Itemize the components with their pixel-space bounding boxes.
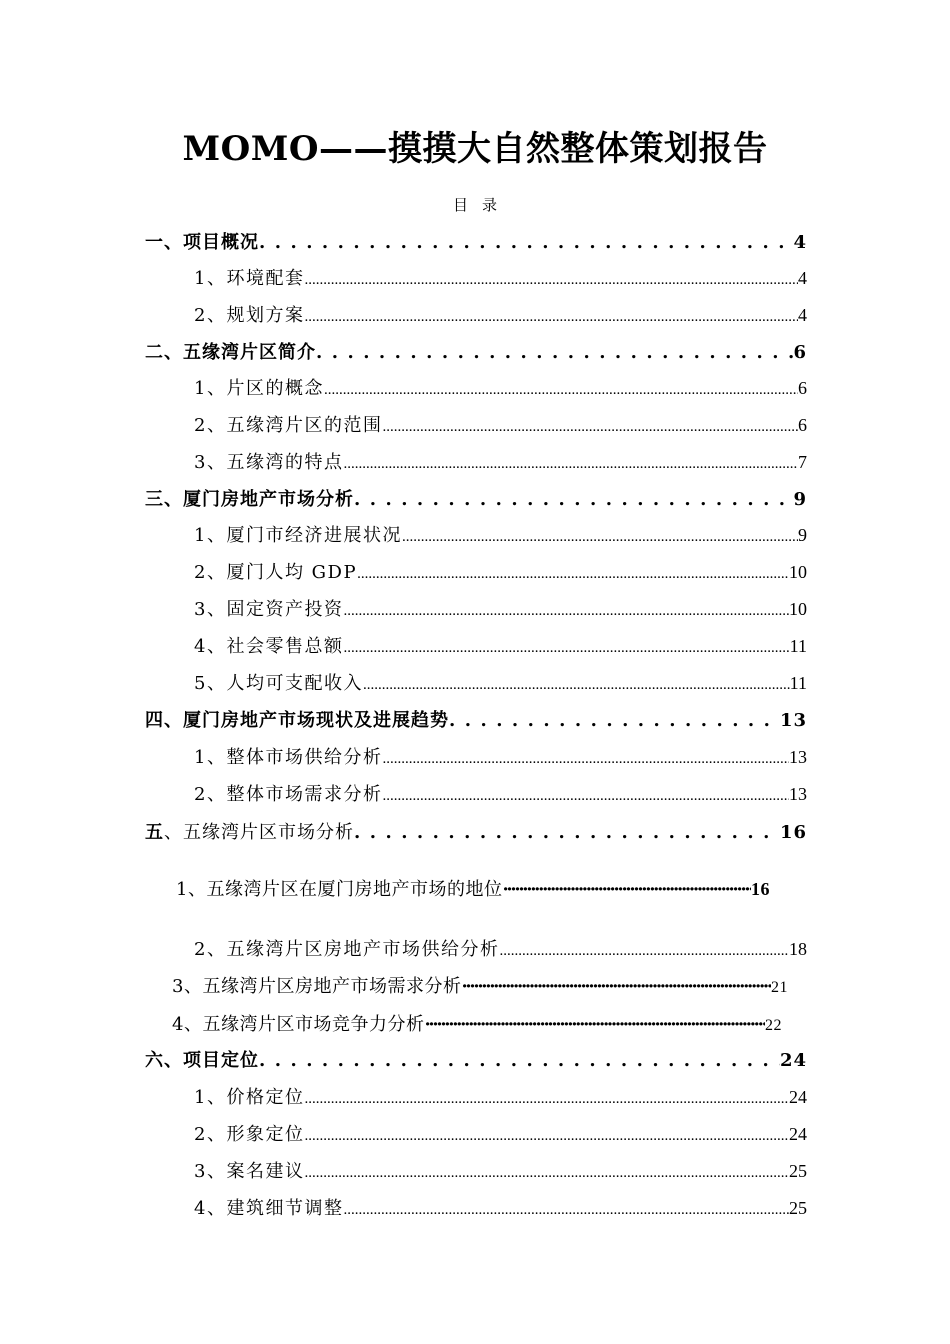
toc-leader	[304, 1124, 789, 1145]
toc-entry-6-1[interactable]	[194, 1083, 807, 1109]
toc-leader	[402, 525, 798, 546]
toc-page: 22	[765, 1017, 782, 1034]
toc-entry-1-2[interactable]	[194, 301, 807, 327]
toc-page: 24	[789, 1124, 807, 1144]
toc-leader	[354, 822, 780, 843]
toc-page: 11	[789, 636, 807, 656]
toc-label: 1、价格定位	[194, 1087, 305, 1108]
toc-leader	[316, 342, 793, 363]
toc-entry-3-1[interactable]	[194, 521, 807, 547]
toc-page: 6	[793, 342, 807, 363]
toc-section-4[interactable]	[145, 706, 807, 732]
toc-label: 5、人均可支配收入	[194, 673, 363, 694]
toc-label: 1、厦门市经济进展状况	[194, 525, 402, 546]
toc-page: 6	[798, 415, 807, 435]
toc-entry-5-2[interactable]	[194, 935, 807, 961]
toc-label: 3、五缘湾的特点	[194, 452, 344, 473]
toc-leader	[304, 1161, 789, 1182]
toc-label: 二、五缘湾片区简介	[145, 342, 316, 363]
toc-label: 四、厦门房地产市场现状及进展趋势	[145, 710, 449, 731]
toc-section-3[interactable]	[145, 485, 807, 511]
toc-entry-5-4[interactable]	[172, 1010, 782, 1036]
toc-leader	[499, 939, 789, 960]
toc-leader	[354, 489, 793, 510]
toc-leader	[324, 378, 798, 399]
toc-leader	[343, 636, 789, 657]
toc-leader	[461, 976, 771, 997]
toc-page: 24	[789, 1087, 807, 1107]
toc-label: 六、项目定位	[145, 1050, 259, 1071]
toc-label: 4、社会零售总额	[194, 636, 344, 657]
toc-leader	[259, 232, 793, 253]
toc-leader	[259, 1050, 780, 1071]
toc-label: 3、案名建议	[194, 1161, 305, 1182]
toc-leader	[382, 784, 789, 805]
toc-label: 1、五缘湾片区在厦门房地产市场的地位	[176, 879, 503, 900]
toc-leader	[424, 1014, 765, 1035]
toc-section-1[interactable]	[145, 228, 807, 254]
toc-leader	[382, 415, 798, 436]
toc-label: 4、五缘湾片区市场竞争力分析	[172, 1014, 425, 1035]
toc-label: 2、整体市场需求分析	[194, 784, 383, 805]
toc-entry-4-1[interactable]	[194, 743, 807, 769]
toc-entry-6-2[interactable]	[194, 1120, 807, 1146]
toc-label: 3、五缘湾片区房地产市场需求分析	[172, 976, 462, 997]
toc-label: 3、固定资产投资	[194, 599, 344, 620]
toc-leader	[343, 1198, 789, 1219]
toc-page: 9	[798, 525, 807, 545]
toc-entry-4-2[interactable]	[194, 780, 807, 806]
toc-label: 1、环境配套	[194, 268, 305, 289]
toc-leader	[502, 879, 751, 900]
toc-label: 2、五缘湾片区房地产市场供给分析	[194, 939, 500, 960]
document-title: MOMO——摸摸大自然整体策划报告	[182, 129, 768, 169]
toc-label: 一、项目概况	[145, 232, 259, 253]
toc-label: 2、五缘湾片区的范围	[194, 415, 383, 436]
toc-page: 4	[798, 268, 807, 288]
toc-leader	[304, 305, 798, 326]
toc-label: 1、整体市场供给分析	[194, 747, 383, 768]
toc-page: 7	[798, 452, 807, 472]
toc-page: 25	[789, 1198, 807, 1218]
toc-entry-3-3[interactable]	[194, 595, 807, 621]
toc-leader	[304, 268, 798, 289]
toc-leader	[343, 599, 789, 620]
toc-label	[145, 818, 354, 844]
toc-entry-3-4[interactable]	[194, 632, 807, 658]
toc-label-text: 、五缘湾片区市场分析	[164, 822, 354, 843]
toc-page: 9	[793, 489, 807, 510]
toc-section-2[interactable]	[145, 338, 807, 364]
toc-page: 4	[798, 305, 807, 325]
toc-page: 11	[789, 673, 807, 693]
toc-page: 21	[771, 979, 788, 996]
toc-page: 18	[789, 939, 807, 959]
toc-entry-6-3[interactable]	[194, 1157, 807, 1183]
toc-entry-1-1[interactable]	[194, 264, 807, 290]
toc-page: 4	[793, 232, 807, 253]
toc-entry-3-5[interactable]	[194, 669, 807, 695]
toc-label: 2、厦门人均 GDP	[194, 562, 358, 583]
toc-label: 2、规划方案	[194, 305, 305, 326]
toc-leader	[304, 1087, 789, 1108]
toc-label: 1、片区的概念	[194, 378, 324, 399]
toc-entry-5-1[interactable]	[176, 875, 770, 901]
toc-entry-6-4[interactable]	[194, 1194, 807, 1220]
toc-entry-2-1[interactable]	[194, 374, 807, 400]
toc-leader	[382, 747, 789, 768]
toc-label: 三、厦门房地产市场分析	[145, 489, 354, 510]
toc-entry-5-3[interactable]	[172, 972, 788, 998]
toc-label: 4、建筑细节调整	[194, 1198, 344, 1219]
toc-leader	[357, 562, 789, 583]
toc-leader	[343, 452, 798, 473]
toc-leader	[363, 673, 790, 694]
toc-label: 2、形象定位	[194, 1124, 305, 1145]
toc-page: 25	[789, 1161, 807, 1181]
toc-section-6[interactable]	[145, 1046, 807, 1072]
toc-leader	[449, 710, 780, 731]
toc-page: 13	[789, 747, 807, 767]
toc-page: 13	[779, 710, 807, 731]
toc-entry-2-3[interactable]	[194, 448, 807, 474]
toc-page: 16	[751, 879, 770, 899]
toc-section-5[interactable]	[145, 818, 807, 844]
toc-label-numeral: 五	[145, 822, 164, 843]
toc-page: 13	[789, 784, 807, 804]
toc-page: 10	[789, 599, 807, 619]
toc-heading: 目录	[452, 196, 511, 214]
toc-page: 6	[798, 378, 807, 398]
toc-page: 16	[779, 822, 807, 843]
toc-page: 24	[779, 1050, 807, 1071]
toc-page: 10	[789, 562, 807, 582]
toc-entry-2-2[interactable]	[194, 411, 807, 437]
toc-entry-3-2[interactable]	[194, 558, 807, 584]
